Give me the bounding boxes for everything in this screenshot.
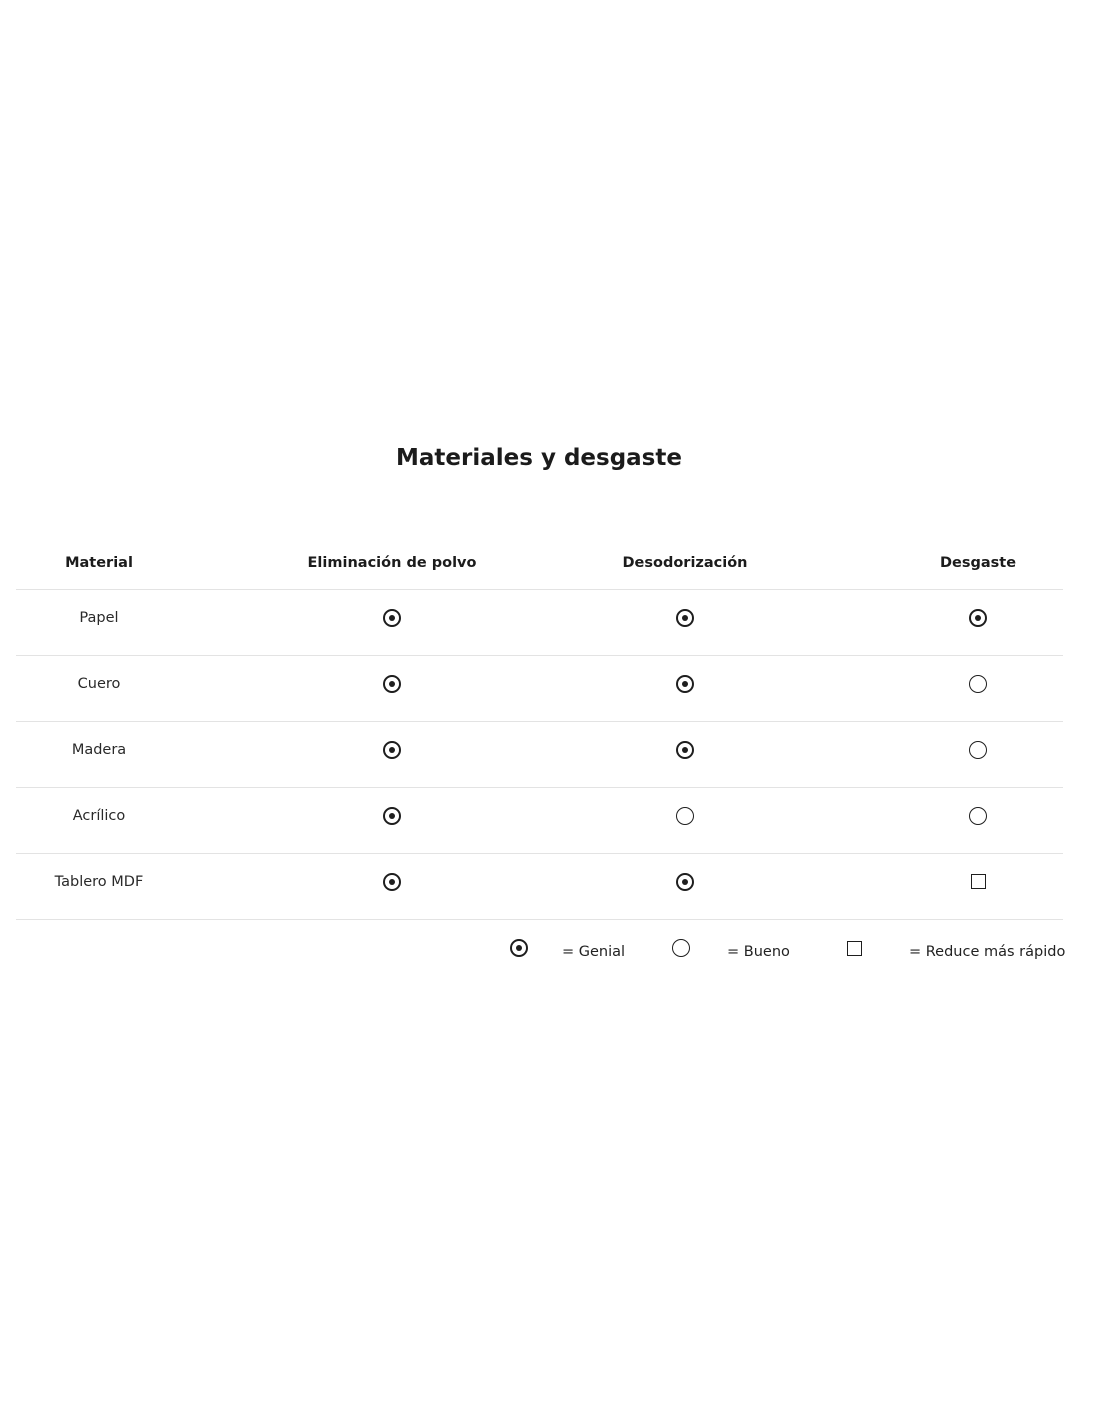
cell-material: Acrílico — [72, 807, 126, 824]
circle-icon — [969, 675, 987, 693]
cell-dust-removal — [242, 854, 542, 919]
cell-material: Madera — [71, 741, 127, 758]
circle-dot-icon — [676, 609, 694, 627]
circle-dot-icon — [676, 873, 694, 891]
cell-dust-removal — [242, 656, 542, 721]
legend-good-symbol — [672, 936, 690, 960]
cell-dust-removal — [242, 722, 542, 787]
cell-deodorization — [535, 590, 835, 655]
circle-dot-icon — [510, 939, 528, 957]
cell-wear — [828, 590, 1100, 655]
legend — [0, 936, 1100, 966]
header-wear: Desgaste — [939, 554, 1017, 571]
cell-material: Cuero — [77, 675, 121, 692]
header-material: Material — [65, 554, 133, 571]
cell-wear — [828, 656, 1100, 721]
table-row — [16, 854, 1063, 920]
circle-icon — [969, 741, 987, 759]
cell-wear — [828, 788, 1100, 853]
circle-icon — [676, 807, 694, 825]
page-title: Materiales y desgaste — [396, 445, 682, 471]
cell-wear — [828, 722, 1100, 787]
legend-great-label: = Genial — [562, 944, 626, 960]
cell-deodorization — [535, 722, 835, 787]
circle-dot-icon — [676, 675, 694, 693]
table-header-row — [16, 536, 1063, 590]
circle-dot-icon — [383, 741, 401, 759]
cell-material: Tablero MDF — [54, 873, 144, 890]
legend-good-label: = Bueno — [727, 944, 790, 960]
table-row — [16, 656, 1063, 722]
table-body — [16, 590, 1063, 920]
cell-deodorization — [535, 788, 835, 853]
circle-icon — [672, 939, 690, 957]
legend-fast-symbol — [847, 936, 862, 960]
cell-deodorization — [535, 854, 835, 919]
cell-deodorization — [535, 656, 835, 721]
header-dust-removal: Eliminación de polvo — [307, 554, 477, 571]
circle-icon — [969, 807, 987, 825]
table-row — [16, 722, 1063, 788]
legend-fast-label: = Reduce más rápido — [909, 944, 1066, 960]
circle-dot-icon — [383, 675, 401, 693]
cell-wear — [828, 854, 1100, 919]
cell-dust-removal — [242, 590, 542, 655]
materials-table — [16, 536, 1063, 920]
circle-dot-icon — [969, 609, 987, 627]
square-icon — [847, 941, 862, 956]
square-icon — [971, 874, 986, 889]
legend-great-symbol — [510, 936, 528, 960]
circle-dot-icon — [383, 609, 401, 627]
circle-dot-icon — [383, 807, 401, 825]
circle-dot-icon — [676, 741, 694, 759]
table-row — [16, 788, 1063, 854]
cell-material: Papel — [79, 609, 119, 626]
header-deodorization: Desodorización — [622, 554, 748, 571]
circle-dot-icon — [383, 873, 401, 891]
cell-dust-removal — [242, 788, 542, 853]
table-row — [16, 590, 1063, 656]
